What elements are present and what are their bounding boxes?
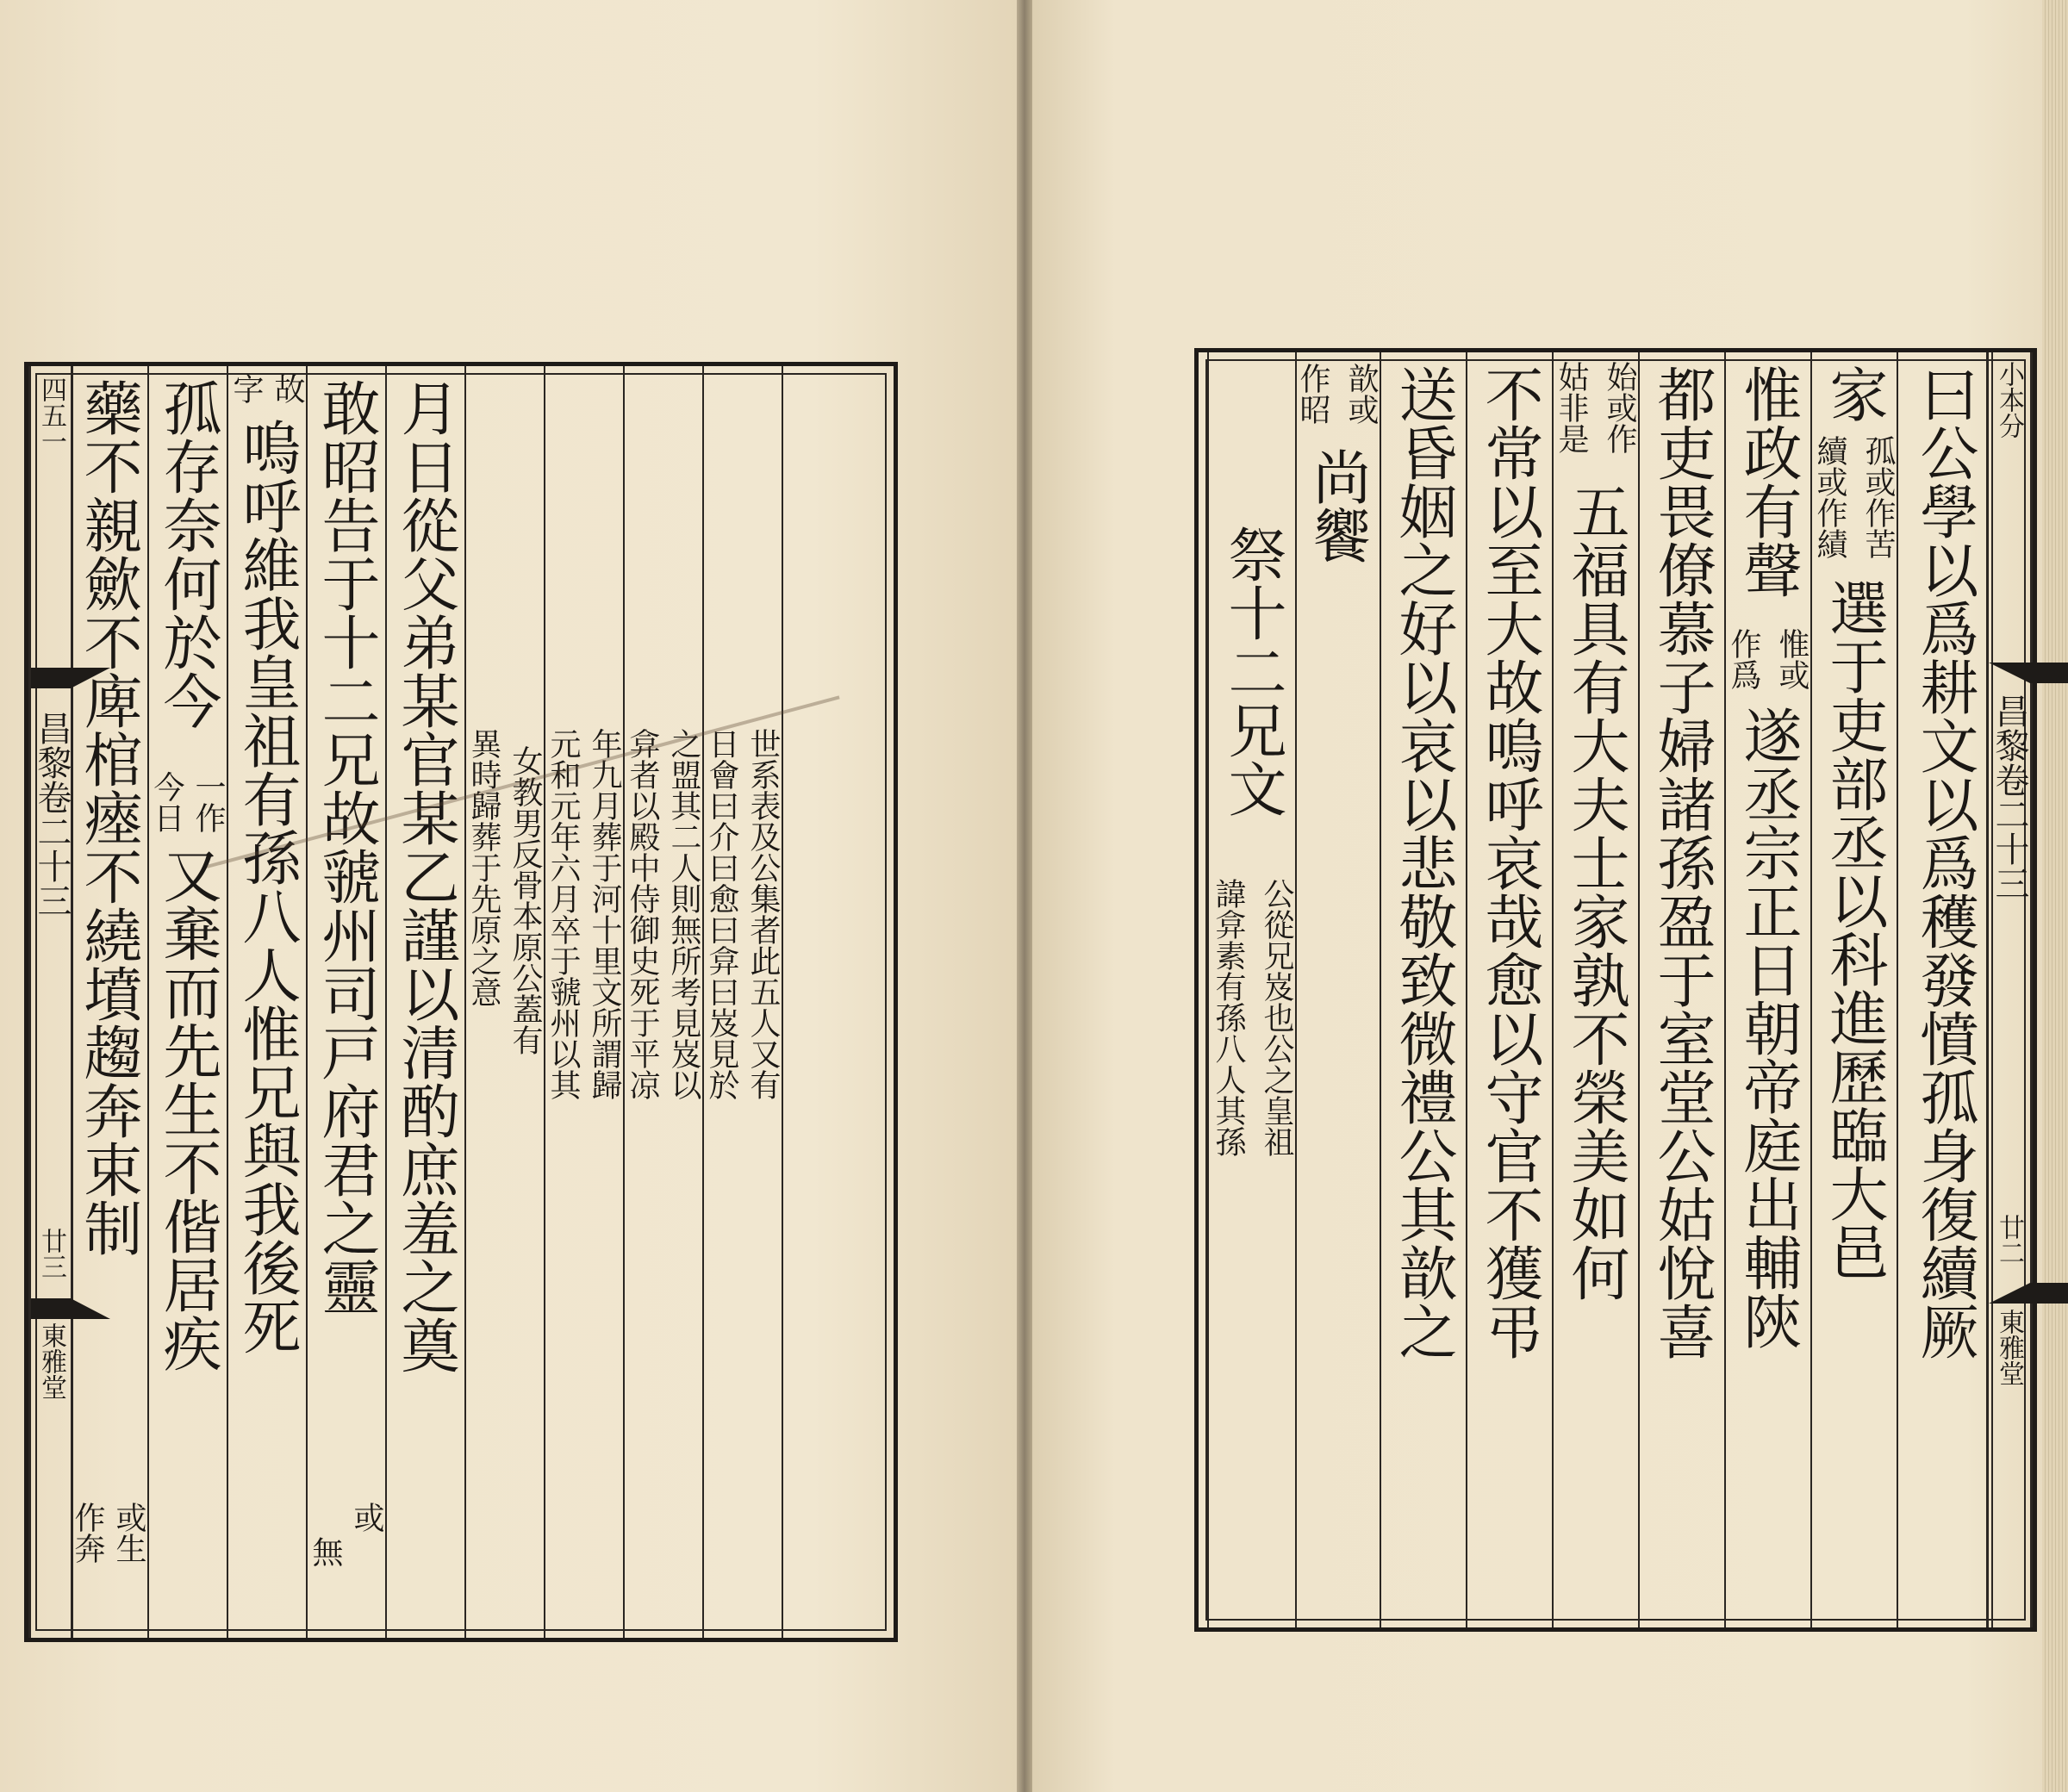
page-edges bbox=[2042, 0, 2068, 1792]
right-margin-column bbox=[1986, 352, 2033, 1627]
column-text: 都吏畏僚慕子婦諸孫盈于室堂公姑悅喜 bbox=[1648, 364, 1716, 1360]
right-col-4 bbox=[1638, 352, 1726, 1627]
left-col-5 bbox=[385, 366, 466, 1638]
right-margin-hall: 東雅堂 bbox=[1994, 1309, 2024, 1386]
column-text: 選于吏部丞以科進歷臨大邑 bbox=[1820, 578, 1888, 1281]
column-note: 公從兄岌也公之皇祖 bbox=[1259, 878, 1294, 1157]
fishtail-lower-icon bbox=[1989, 1283, 2068, 1304]
column-note: 作奔 bbox=[70, 1502, 105, 1564]
right-page bbox=[1032, 0, 2068, 1792]
column-text: 嗚呼維我皇祖有孫八人惟兄與我後死 bbox=[233, 418, 301, 1355]
column-note: 今日 bbox=[149, 771, 184, 833]
column-note: 年九月葬于河十里文所謂歸 bbox=[587, 728, 622, 1100]
column-text: 曰公學以爲耕文以爲穫發憤孤身復續厥 bbox=[1910, 364, 1978, 1360]
column-text: 藥不親歛不庳棺瘞不繞墳趨奔束制 bbox=[74, 378, 142, 1257]
column-text: 祭十二兄文 bbox=[1218, 525, 1286, 818]
left-col-6 bbox=[464, 366, 545, 1638]
left-margin-page: 廿三 bbox=[36, 1228, 66, 1279]
right-margin-title: 昌黎卷二十三 bbox=[1990, 694, 2029, 900]
column-note: 日會曰介曰愈曰弇曰岌見於 bbox=[704, 728, 739, 1100]
column-note: 故 bbox=[270, 373, 305, 404]
column-note: 弇者以殿中侍御史死于平凉 bbox=[625, 728, 660, 1100]
column-text: 家 bbox=[1820, 364, 1888, 423]
left-col-4 bbox=[306, 366, 387, 1638]
column-note: 諱弇素有孫八人其孫 bbox=[1211, 878, 1246, 1157]
column-note: 異時歸葬于先原之意 bbox=[466, 728, 501, 1007]
column-note: 歆或 bbox=[1343, 363, 1379, 425]
column-note: 孤或作苦 bbox=[1860, 435, 1896, 559]
column-text: 不常以至大故嗚呼哀哉愈以守官不獲弔 bbox=[1475, 364, 1543, 1360]
right-text-block bbox=[1194, 348, 2037, 1632]
right-margin-page: 廿二 bbox=[1994, 1214, 2024, 1266]
right-col-2 bbox=[1810, 352, 1898, 1627]
right-margin-top: 小本分 bbox=[1994, 361, 2024, 439]
column-text: 惟政有聲 bbox=[1734, 364, 1802, 599]
right-col-5 bbox=[1552, 352, 1640, 1627]
column-text: 月日從父弟某官某乙謹以清酌庶羞之奠 bbox=[391, 378, 459, 1374]
right-col-1 bbox=[1897, 352, 1993, 1627]
column-note: 一作 bbox=[190, 771, 226, 833]
column-text: 又棄而先生不偕居疾 bbox=[153, 845, 221, 1372]
right-col-8 bbox=[1293, 352, 1381, 1627]
column-text: 尚饗 bbox=[1303, 447, 1371, 564]
fishtail-upper-icon bbox=[1989, 663, 2068, 683]
column-note: 之盟其二人則無所考見岌以 bbox=[666, 728, 701, 1100]
column-note: 姑非是 bbox=[1554, 361, 1589, 454]
column-text: 送昏姻之好以哀以悲敬致微禮公其歆之 bbox=[1389, 364, 1457, 1360]
left-col-9 bbox=[702, 366, 783, 1638]
column-note: 作爲 bbox=[1726, 628, 1761, 690]
left-margin-title: 昌黎卷二十三 bbox=[32, 711, 72, 918]
left-col-blank bbox=[782, 366, 887, 1638]
left-col-2 bbox=[147, 366, 228, 1638]
left-col-8 bbox=[623, 366, 704, 1638]
right-col-6 bbox=[1466, 352, 1554, 1627]
column-note: 無 bbox=[308, 1536, 343, 1567]
column-note: 或 bbox=[349, 1502, 384, 1533]
column-text: 孤存奈何於今 bbox=[153, 378, 221, 730]
column-note: 元和元年六月卒于虢州以其 bbox=[545, 728, 581, 1100]
column-note: 字 bbox=[228, 373, 264, 404]
left-text-block bbox=[24, 362, 898, 1642]
column-note: 或生 bbox=[111, 1502, 146, 1564]
column-note: 始或作 bbox=[1602, 361, 1637, 454]
left-margin-top: 四五一 bbox=[36, 376, 66, 454]
column-note: 女教男反骨本原公蓋有 bbox=[508, 745, 543, 1055]
book-gutter bbox=[1017, 0, 1032, 1792]
left-col-1 bbox=[68, 366, 149, 1638]
column-text: 遂丞宗正日朝帝庭出輔陝 bbox=[1734, 706, 1802, 1350]
column-note: 世系表及公集者此五人又有 bbox=[745, 728, 781, 1100]
left-margin-column bbox=[28, 366, 73, 1638]
column-note: 作昭 bbox=[1295, 363, 1330, 425]
right-col-9 bbox=[1207, 352, 1297, 1627]
column-text: 敢昭告于十二兄故虢州司戸府君之靈 bbox=[312, 378, 380, 1316]
right-col-3 bbox=[1724, 352, 1812, 1627]
left-col-3 bbox=[227, 366, 308, 1638]
left-margin-hall: 東雅堂 bbox=[36, 1322, 66, 1400]
left-col-7 bbox=[544, 366, 625, 1638]
left-page bbox=[0, 0, 1017, 1792]
column-text: 五福具有大夫士家孰不榮美如何 bbox=[1561, 482, 1629, 1302]
right-col-7 bbox=[1380, 352, 1467, 1627]
column-note: 續或作績 bbox=[1812, 435, 1847, 559]
column-note: 惟或 bbox=[1774, 628, 1810, 690]
